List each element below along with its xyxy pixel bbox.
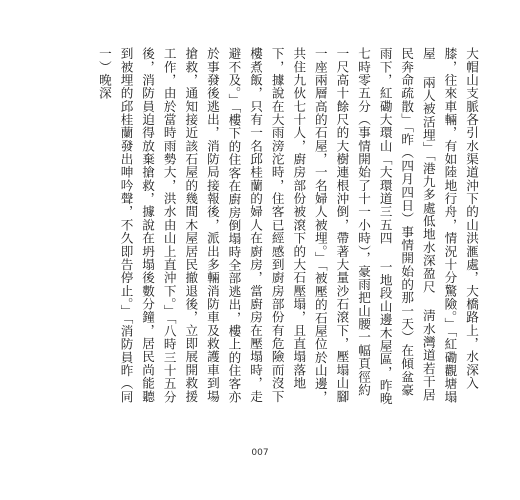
page-number: 007 [251,448,269,458]
vertical-body-text: 大帽山支脈各引水渠道沖下的山洪滙處，大橋路上，水深入膝，往來車輛，有如陸地行舟，情況十分驚險。」「紅磡觀塘塌屋 兩人被活埋」「港九多處低地水深盈尺 淸水灣道若干居民奔命疏散」「昨（四月四日）事情開始的那一天）在傾盆豪雨下，紅磡大環山「大環道三五四 一地段山邊木屋區，昨晚七時零五分（事情開始了十一小時），豪雨把山腰一幅頁徑約一尺高十餘尺的大樹連根沖倒，帶著大量沙石滾下，壓塌山腳一座兩層高的石屋，一名婦人被埋。」「被壓的石屋位於山邊，共住九伙七十人，廚房部份被滾下的大石壓塌，且直塌落地下，據說在大雨滂沱時，住客已經感到廚房部份有危險而沒下樓煮飯，只有一名邱桂蘭的婦人在廚房，當廚房在壓塌時，走避不及。」「樓下的住客在廚房倒塌時全部逃出，樓上的住客亦於事發後逃出，消防局接報後，派出多輛消防車及救護車到場搶救，通知接近該石屋的幾間木屋居民撤退後，立即展開救援工作，由於當時雨勢大，洪水由山上直沖下。」「八時三十五分後，消防員迫得放棄搶救，據說在坍塌後數分鐘，居民尚能聽到被埋的邱桂蘭發出呻吟聲，不久即告停止。」「消防員昨（同一）晚深 [96,47,479,406]
